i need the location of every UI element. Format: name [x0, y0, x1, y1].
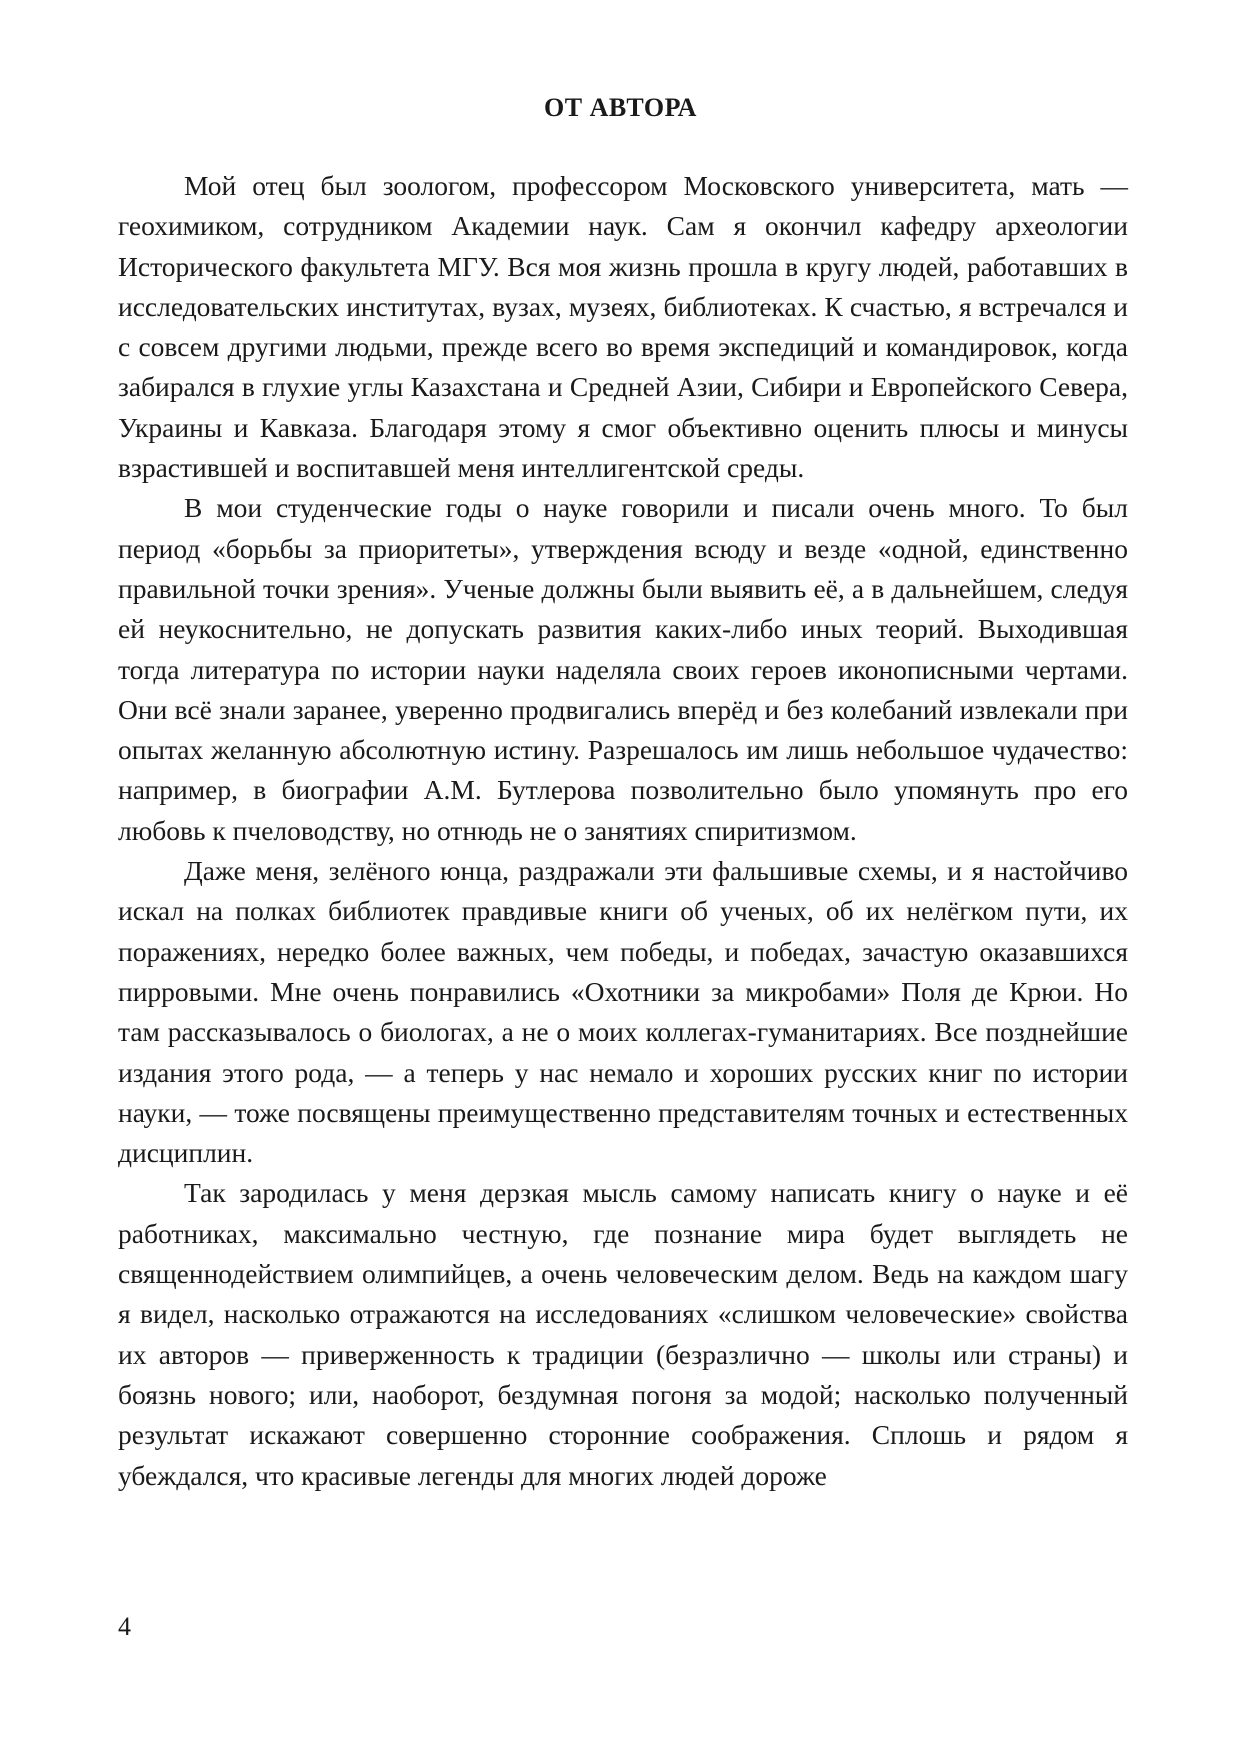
body-text — [118, 166, 1128, 1496]
page-number: 4 — [118, 1612, 131, 1641]
paragraph: Так зародилась у меня дерзкая мысль самому написать книгу о науке и её работниках, максимально честную, где познание мира будет выглядеть не священнодействием олимпийцев, а очень человеческим делом. Ведь на каждом шагу я видел, насколько отражаются на исследованиях «слишком человеческие» свойства их авторов — приверженность к традиции (безразлично — школы или страны) и боязнь нового; или, наоборот, бездумная погоня за модой; насколько полученный результат искажают совершенно сторонние соображения. Сплошь и рядом я убеждался, что красивые легенды для многих людей дороже — [118, 1177, 1128, 1491]
page-title: ОТ АВТОРА — [544, 93, 697, 122]
paragraph: В мои студенческие годы о науке говорили и писали очень много. То был период «борьбы за приоритеты», утверждения всюду и везде «одной, единственно правильной точки зрения». Ученые должны были выявить её, а в дальнейшем, следуя ей неукоснительно, не допускать развития каких-либо иных теорий. Выходившая тогда литература по истории науки наделяла своих героев иконописными чертами. Они всё знали заранее, уверенно продвигались вперёд и без колебаний извлекали при опытах желанную абсолютную истину. Разрешалось им лишь небольшое чудачество: например, в биографии А.М. Бутлерова позволительно было упомянуть про его любовь к пчеловодству, но отнюдь не о занятиях спиритизмом. — [118, 492, 1128, 846]
paragraph: Мой отец был зоологом, профессором Московского университета, мать — геохимиком, сотрудником Академии наук. Сам я окончил кафедру археологии Исторического факультета МГУ. Вся моя жизнь прошла в кругу людей, работавших в исследовательских институтах, вузах, музеях, библиотеках. К счастью, я встречался и с совсем другими людьми, прежде всего во время экспедиций и командировок, когда забирался в глухие углы Казахстана и Средней Азии, Сибири и Европейского Севера, Украины и Кавказа. Благодаря этому я смог объективно оценить плюсы и минусы взрастившей и воспитавшей меня интеллигентской среды. — [118, 170, 1128, 484]
paragraph: Даже меня, зелёного юнца, раздражали эти фальшивые схемы, и я настойчиво искал на полках библиотек правдивые книги об ученых, об их нелёгком пути, их поражениях, нередко более важных, чем победы, и победах, зачастую оказавшихся пирровыми. Мне очень понравились «Охотники за микробами» Поля де Крюи. Но там рассказывалось о биологах, а не о моих коллегах-гуманитариях. Все позднейшие издания этого рода, — а теперь у нас немало и хороших русских книг по истории науки, — тоже посвящены преимущественно представителям точных и естественных дисциплин. — [118, 855, 1128, 1169]
